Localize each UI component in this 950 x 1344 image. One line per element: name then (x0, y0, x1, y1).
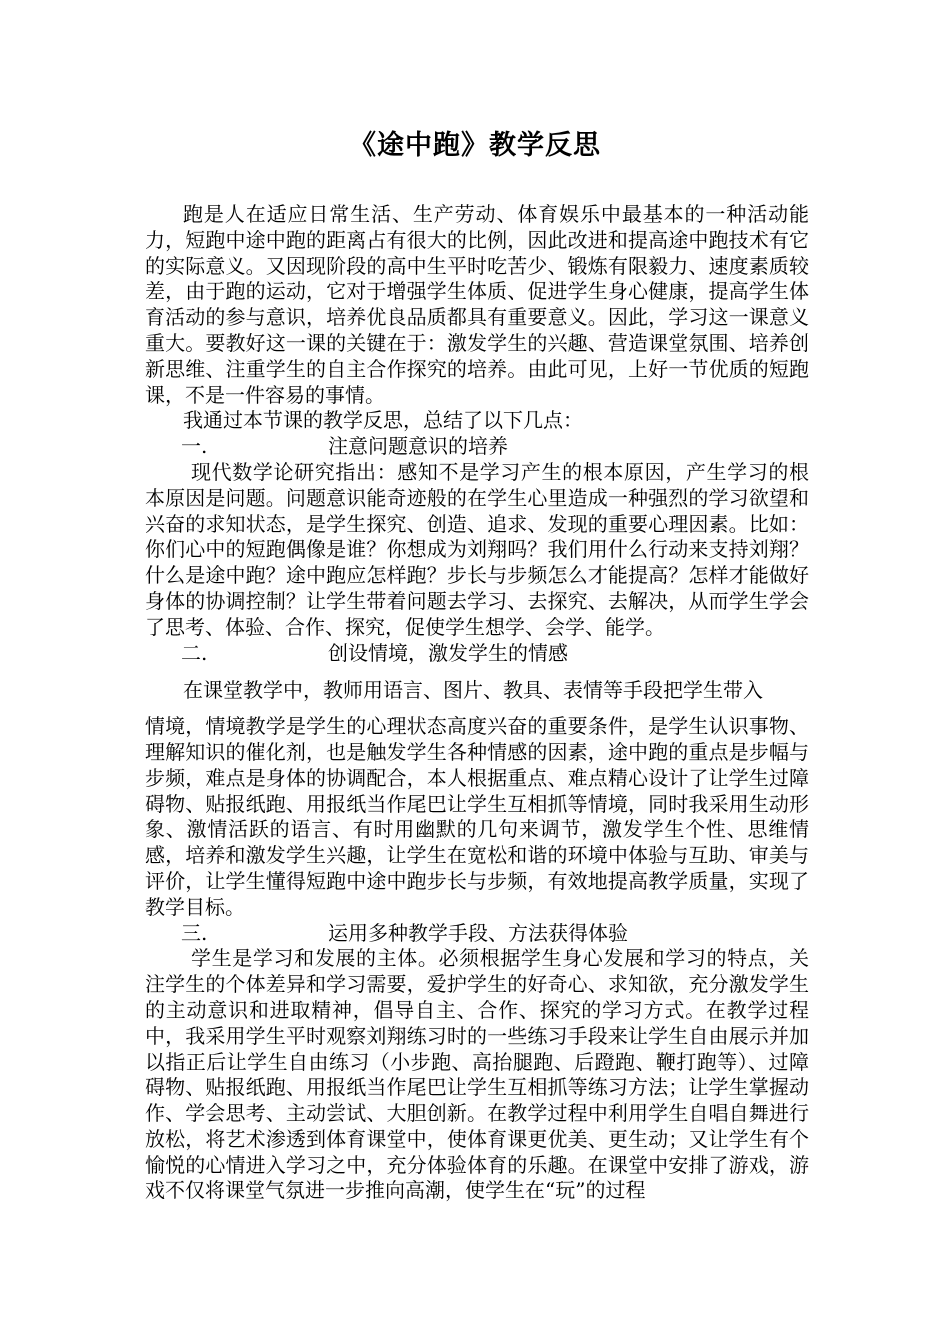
document-title: 《途中跑》教学反思 (349, 130, 601, 161)
section-1-number: 一. (181, 434, 208, 459)
section-3-heading (145, 921, 809, 947)
section-1-title: 注意问题意识的培养 (328, 434, 508, 459)
section-3-paragraph: 学生是学习和发展的主体。必须根据学生身心发展和学习的特点，关注学生的个体差异和学习需要，爱护学生的好奇心、求知欲，充分激发学生的主动意识和进取精神，倡导自主、合作、探究的学习方式。在教学过程中，我采用学生平时观察刘翔练习时的一些练习手段来让学生自由展示并加以指正后让学生自由练习（小步跑、高抬腿跑、后蹬跑、鞭打跑等）、过障碍物、贴报纸跑、用报纸当作尾巴让学生互相抓等练习方法；让学生掌握动作、学会思考、主动尝试、大胆创新。在教学过程中利用学生自唱自舞进行放松，将艺术渗透到体育课堂中，使体育课更优美、更生动；又让学生有个愉悦的心情进入学习之中，充分体验体育的乐趣。在课堂中安排了游戏，游戏不仅将课堂气氛进一步推向高潮，使学生在“玩”的过程 (145, 946, 809, 1203)
summary-paragraph: 我通过本节课的教学反思，总结了以下几点： (183, 408, 583, 433)
section-2-title: 创设情境，激发学生的情感 (328, 640, 568, 665)
section-2-paragraph-lead: 在课堂教学中，教师用语言、图片、教具、表情等手段把学生带入 (183, 678, 763, 703)
intro-paragraph: 跑是人在适应日常生活、生产劳动、体育娱乐中最基本的一种活动能力，短跑中途中跑的距离占有很大的比例，因此改进和提高途中跑技术有它的实际意义。又因现阶段的高中生平时吃苦少、锻炼有限毅力、速度素质较差，由于跑的运动，它对于增强学生体质、促进学生身心健康，提高学生体育活动的参与意识，培养优良品质都具有重要意义。因此，学习这一课意义重大。要教好这一课的关键在于：激发学生的兴趣、营造课堂氛围、培养创新思维、注重学生的自主合作探究的培养。由此可见，上好一节优质的短跑课，不是一件容易的事情。 (145, 202, 809, 407)
section-1-heading (145, 434, 809, 460)
section-1-paragraph: 现代数学论研究指出：感知不是学习产生的根本原因，产生学习的根本原因是问题。问题意识能奇迹般的在学生心里造成一种强烈的学习欲望和兴奋的求知状态，是学生探究、创造、追求、发现的重要心理因素。比如：你们心中的短跑偶像是谁？你想成为刘翔吗？我们用什么行动来支持刘翔？什么是途中跑？途中跑应怎样跑？步长与步频怎么才能提高？怎样才能做好身体的协调控制？让学生带着问题去学习、去探究、去解决，从而学生学会了思考、体验、合作、探究，促使学生想学、会学、能学。 (145, 459, 809, 639)
document-body (145, 202, 809, 1204)
section-2-number: 二. (181, 640, 208, 665)
section-3-number: 三. (181, 920, 208, 945)
section-2-paragraph: 情境，情境教学是学生的心理状态高度兴奋的重要条件，是学生认识事物、理解知识的催化剂，也是触发学生各种情感的因素，途中跑的重点是步幅与步频，难点是身体的协调配合，本人根据重点、难点精心设计了让学生过障碍物、贴报纸跑、用报纸当作尾巴让学生互相抓等情境，同时我采用生动形象、激情活跃的语言、有时用幽默的几句来调节，激发学生个性、思维情感，培养和激发学生兴趣，让学生在宽松和谐的环境中体验与互助、审美与评价，让学生懂得短跑中途中跑步长与步频，有效地提高教学质量，实现了教学目标。 (145, 714, 809, 919)
section-3-title: 运用多种教学手段、方法获得体验 (328, 920, 628, 945)
section-2-heading (145, 641, 809, 667)
